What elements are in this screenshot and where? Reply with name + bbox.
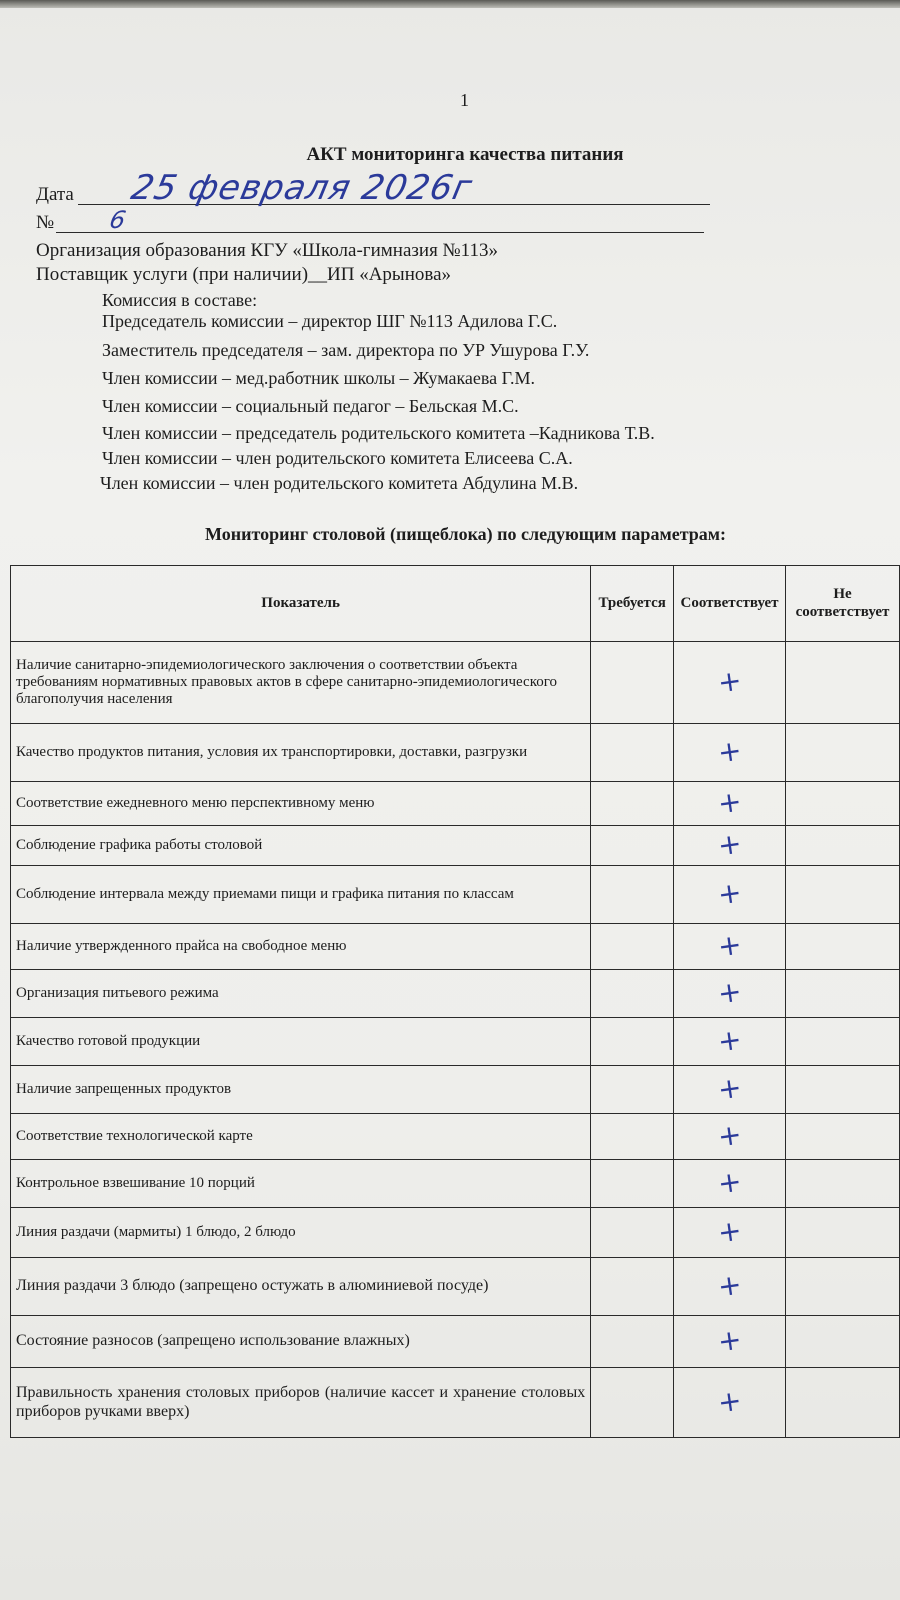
row-indicator: Соблюдение интервала между приемами пищи и графика питания по классам [11, 866, 591, 924]
row-complies-cell [674, 1066, 786, 1114]
row-not-complies-cell [785, 1368, 899, 1438]
row-indicator: Состояние разносов (запрещено использование влажных) [11, 1316, 591, 1368]
commission-heading: Комиссия в составе: [102, 290, 258, 310]
row-indicator: Линия раздачи (мармиты) 1 блюдо, 2 блюдо [11, 1208, 591, 1258]
number-handwritten: 6 [107, 206, 129, 234]
handwritten-plus-mark: + [715, 1213, 744, 1250]
handwritten-plus-mark: + [715, 1164, 744, 1201]
row-complies-cell [674, 970, 786, 1018]
handwritten-plus-mark: + [715, 1267, 744, 1304]
row-not-complies-cell [785, 642, 899, 724]
table-row [11, 1114, 900, 1160]
row-not-complies-cell [785, 1208, 899, 1258]
table-row [11, 1316, 900, 1368]
commission-member: Член комиссии – председатель родительского комитета –Кадникова Т.В. [102, 423, 655, 443]
row-required-cell [591, 642, 674, 724]
table-row [11, 826, 900, 866]
handwritten-plus-mark: + [715, 875, 744, 912]
handwritten-plus-mark: + [715, 1117, 744, 1154]
row-complies-cell [674, 866, 786, 924]
commission-member: Председатель комиссии – директор ШГ №113 Адилова Г.С. [102, 311, 558, 331]
commission-member: Член комиссии – член родительского комитета Абдулина М.В. [100, 473, 579, 493]
row-required-cell [591, 1368, 674, 1438]
row-not-complies-cell [785, 1066, 899, 1114]
row-required-cell [591, 782, 674, 826]
date-label: Дата [36, 184, 74, 205]
monitoring-table [10, 565, 900, 1438]
row-complies-cell [674, 1018, 786, 1066]
commission-member: Заместитель председателя – зам. директора по УР Ушурова Г.У. [102, 340, 590, 360]
row-required-cell [591, 1208, 674, 1258]
row-not-complies-cell [785, 724, 899, 782]
row-complies-cell [674, 642, 786, 724]
handwritten-plus-mark: + [715, 1022, 744, 1059]
row-required-cell [591, 826, 674, 866]
table-row [11, 924, 900, 970]
header-required: Требуется [591, 566, 674, 642]
handwritten-plus-mark: + [715, 1383, 744, 1420]
row-required-cell [591, 1114, 674, 1160]
table-row [11, 1160, 900, 1208]
table-header-row [11, 566, 900, 642]
row-required-cell [591, 1018, 674, 1066]
row-not-complies-cell [785, 1018, 899, 1066]
row-complies-cell [674, 924, 786, 970]
header-complies: Соответствует [674, 566, 786, 642]
row-required-cell [591, 866, 674, 924]
row-complies-cell [674, 1160, 786, 1208]
row-indicator: Наличие запрещенных продуктов [11, 1066, 591, 1114]
monitoring-subtitle: Мониторинг столовой (пищеблока) по следующим параметрам: [205, 524, 727, 544]
row-not-complies-cell [785, 782, 899, 826]
page-number: 1 [460, 90, 469, 110]
row-indicator: Линия раздачи 3 блюдо (запрещено остужать в алюминиевой посуде) [11, 1258, 591, 1316]
header-indicator: Показатель [11, 566, 591, 642]
table-row [11, 1208, 900, 1258]
table-row [11, 1066, 900, 1114]
document-title: АКТ мониторинга качества питания [306, 144, 624, 165]
row-required-cell [591, 970, 674, 1018]
handwritten-plus-mark: + [715, 733, 744, 770]
row-complies-cell [674, 1208, 786, 1258]
row-indicator: Контрольное взвешивание 10 порций [11, 1160, 591, 1208]
handwritten-plus-mark: + [715, 784, 744, 821]
row-complies-cell [674, 826, 786, 866]
number-label: № [36, 212, 55, 233]
row-indicator: Наличие санитарно-эпидемиологического заключения о соответствии объекта требованиям нормативных правовых актов в сфере санитарно-эпидемиологического благополучия населения [11, 642, 591, 724]
row-not-complies-cell [785, 866, 899, 924]
handwritten-plus-mark: + [715, 974, 744, 1011]
handwritten-plus-mark: + [715, 826, 744, 863]
date-handwritten: 25 февраля 2026г [127, 168, 477, 208]
row-not-complies-cell [785, 924, 899, 970]
row-not-complies-cell [785, 826, 899, 866]
handwritten-plus-mark: + [715, 927, 744, 964]
row-required-cell [591, 724, 674, 782]
row-not-complies-cell [785, 1160, 899, 1208]
page-top-edge [0, 0, 900, 8]
row-complies-cell [674, 782, 786, 826]
row-complies-cell [674, 1368, 786, 1438]
row-required-cell [591, 1066, 674, 1114]
row-complies-cell [674, 1316, 786, 1368]
table-row [11, 866, 900, 924]
commission-member: Член комиссии – социальный педагог – Бельская М.С. [102, 396, 519, 416]
row-not-complies-cell [785, 1114, 899, 1160]
row-complies-cell [674, 724, 786, 782]
handwritten-plus-mark: + [715, 1070, 744, 1107]
row-required-cell [591, 1258, 674, 1316]
handwritten-plus-mark: + [715, 663, 744, 700]
row-required-cell [591, 1160, 674, 1208]
row-complies-cell [674, 1258, 786, 1316]
row-not-complies-cell [785, 1316, 899, 1368]
row-indicator: Организация питьевого режима [11, 970, 591, 1018]
supplier-line: Поставщик услуги (при наличии)__ИП «Арынова» [36, 264, 452, 285]
commission-member: Член комиссии – мед.работник школы – Жумакаева Г.М. [102, 368, 536, 388]
number-underline [56, 210, 704, 233]
row-indicator: Правильность хранения столовых приборов (наличие кассет и хранение столовых приборов ручками вверх) [11, 1368, 591, 1438]
organization-line: Организация образования КГУ «Школа-гимназия №113» [36, 240, 498, 261]
row-required-cell [591, 924, 674, 970]
table-row [11, 642, 900, 724]
handwritten-plus-mark: + [715, 1322, 744, 1359]
row-not-complies-cell [785, 970, 899, 1018]
row-indicator: Качество готовой продукции [11, 1018, 591, 1066]
table-row [11, 1368, 900, 1438]
header-not-complies: Не соответствует [785, 566, 899, 642]
row-complies-cell [674, 1114, 786, 1160]
table-row [11, 1018, 900, 1066]
row-indicator: Соответствие технологической карте [11, 1114, 591, 1160]
table-row [11, 970, 900, 1018]
table-row [11, 724, 900, 782]
row-required-cell [591, 1316, 674, 1368]
table-row [11, 1258, 900, 1316]
commission-member: Член комиссии – член родительского комитета Елисеева С.А. [102, 448, 573, 468]
row-indicator: Качество продуктов питания, условия их транспортировки, доставки, разгрузки [11, 724, 591, 782]
table-row [11, 782, 900, 826]
row-indicator: Наличие утвержденного прайса на свободное меню [11, 924, 591, 970]
row-indicator: Соблюдение графика работы столовой [11, 826, 591, 866]
row-not-complies-cell [785, 1258, 899, 1316]
row-indicator: Соответствие ежедневного меню перспективному меню [11, 782, 591, 826]
